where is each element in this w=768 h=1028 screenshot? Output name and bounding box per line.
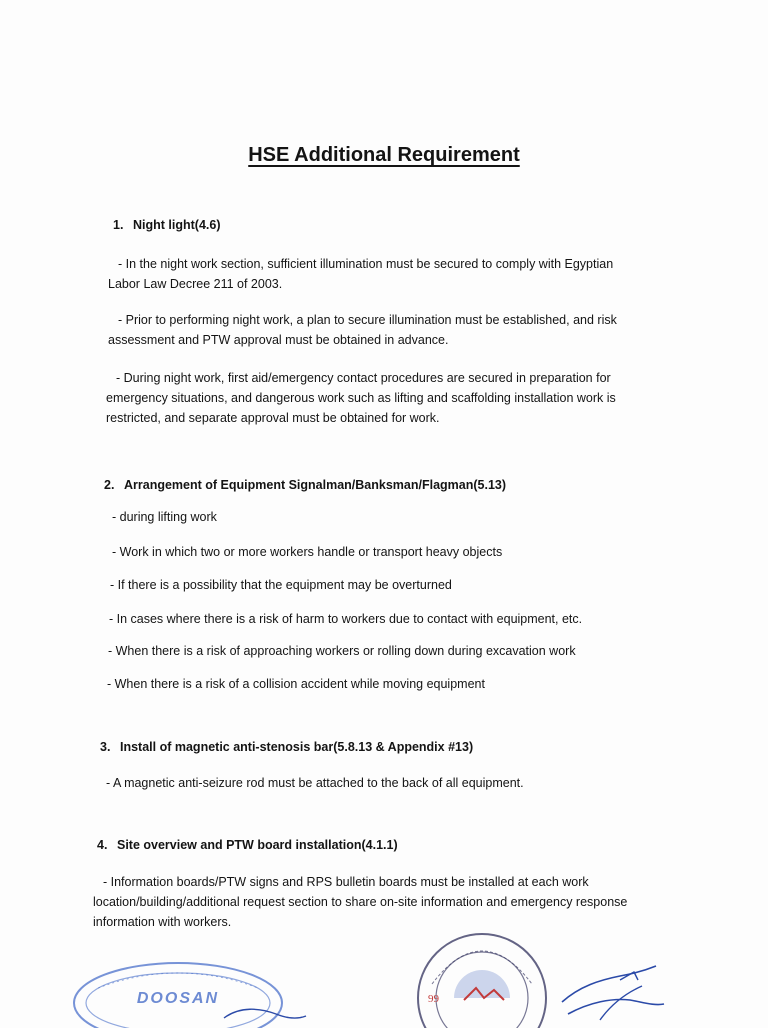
official-seal bbox=[414, 928, 554, 1028]
list-item: - In cases where there is a risk of harm to workers due to contact with equipment, etc. bbox=[109, 612, 583, 626]
section-number: 4. bbox=[97, 838, 108, 852]
text-line: - In the night work section, sufficient illumination must be secured to comply with Egyptian bbox=[118, 257, 614, 271]
seal-emblem bbox=[454, 970, 510, 998]
signature-stroke bbox=[562, 966, 656, 1002]
signature bbox=[220, 1000, 310, 1024]
signature bbox=[560, 950, 670, 1024]
section-title: Install of magnetic anti-stenosis bar(5.8.13 & Appendix #13) bbox=[120, 740, 474, 754]
paragraph bbox=[106, 368, 662, 428]
text-line: Labor Law Decree 211 of 2003. bbox=[108, 277, 283, 291]
section-title: Site overview and PTW board installation(4.1.1) bbox=[117, 838, 398, 852]
paragraph bbox=[108, 310, 664, 350]
text-line: - During night work, first aid/emergency contact procedures are secured in preparation for bbox=[116, 371, 611, 385]
section-number: 3. bbox=[100, 740, 111, 754]
text-line: location/building/additional request section to share on-site information and emergency response bbox=[93, 895, 628, 909]
list-item: - A magnetic anti-seizure rod must be attached to the back of all equipment. bbox=[106, 776, 524, 790]
section-number: 1. bbox=[113, 218, 124, 232]
section-heading bbox=[97, 838, 398, 852]
text-line: restricted, and separate approval must be obtained for work. bbox=[106, 411, 440, 425]
seal-number: 99 bbox=[428, 993, 439, 1005]
text-line: - Prior to performing night work, a plan to secure illumination must be established, and risk bbox=[118, 313, 617, 327]
section-title: Arrangement of Equipment Signalman/Banksman/Flagman(5.13) bbox=[124, 478, 507, 492]
list-item: - When there is a risk of approaching workers or rolling down during excavation work bbox=[108, 644, 576, 658]
paragraph bbox=[93, 872, 647, 932]
paragraph bbox=[108, 254, 666, 294]
signature-stroke bbox=[224, 1009, 306, 1018]
stamp-arc-lettering bbox=[98, 973, 258, 988]
document-title: HSE Additional Requirement bbox=[248, 144, 520, 166]
section-heading bbox=[100, 740, 473, 754]
text-line: assessment and PTW approval must be obtained in advance. bbox=[108, 333, 449, 347]
list-item: - during lifting work bbox=[112, 510, 217, 524]
section-heading bbox=[104, 478, 506, 492]
list-item: - Work in which two or more workers handle or transport heavy objects bbox=[112, 545, 503, 559]
signature-stroke bbox=[600, 986, 642, 1020]
list-item: - When there is a risk of a collision accident while moving equipment bbox=[107, 677, 485, 691]
section-heading bbox=[113, 218, 221, 232]
text-line: information with workers. bbox=[93, 915, 232, 929]
section-title: Night light(4.6) bbox=[133, 218, 221, 232]
section-number: 2. bbox=[104, 478, 115, 492]
text-line: - Information boards/PTW signs and RPS bulletin boards must be installed at each work bbox=[103, 875, 589, 889]
stamp-logo-text: DOOSAN bbox=[136, 990, 220, 1007]
list-item: - If there is a possibility that the equipment may be overturned bbox=[110, 578, 452, 592]
text-line: emergency situations, and dangerous work such as lifting and scaffolding installation work is bbox=[106, 391, 616, 405]
